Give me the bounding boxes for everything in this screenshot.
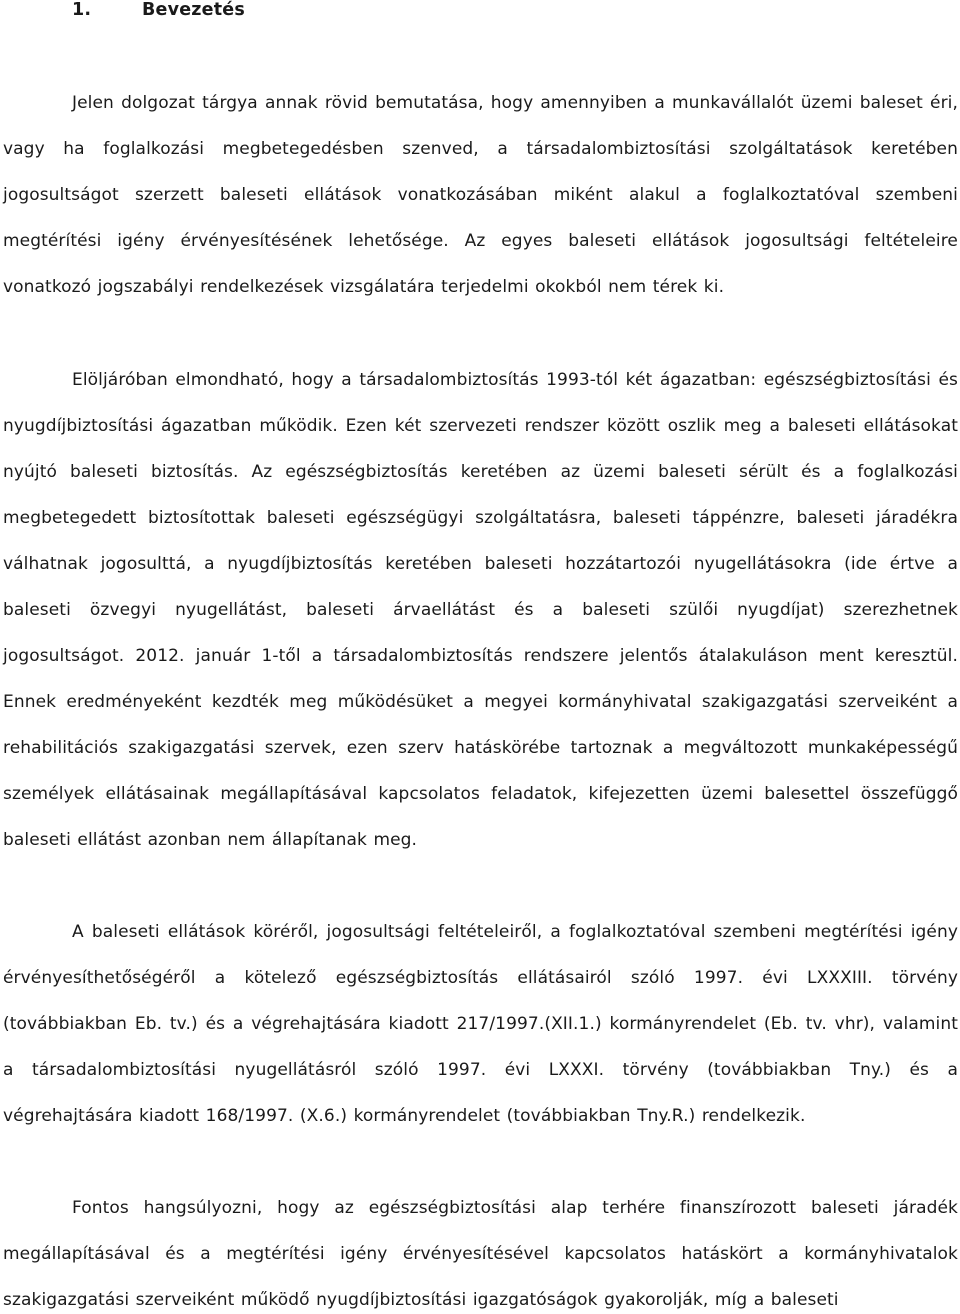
section-number: 1. <box>72 0 92 20</box>
paragraph-insurance-branches: Elöljáróban elmondható, hogy a társadalombiztosítás 1993-tól két ágazatban: egészségbiztosítási és nyugdíjbiztosítási ágazatban működik. Ezen két szervezeti rendszer között oszlik meg a baleseti ellátásokat nyújtó baleseti biztosítás. Az egészségbiztosítás keretében az üzemi baleseti sérült és a foglalkozási megbetegedett biztosítottak baleseti egészségügyi szolgáltatásra, baleseti táppénzre, baleseti járadékra válhatnak jogosulttá, a nyugdíjbiztosítás keretében baleseti hozzátartozói nyugellátásokra (ide értve a baleseti özvegyi nyugellátást, baleseti árvaellátást és a baleseti szülői nyugdíjat) szerezhetnek jogosultságot. 2012. január 1-től a társadalombiztosítás rendszere jelentős átalakuláson ment keresztül. Ennek eredményeként kezdték meg működésüket a megyei kormányhivatal szakigazgatási szerveiként a rehabilitációs szakigazgatási szervek, ezen szerv hatáskörébe tartoznak a megváltozott munkaképességű személyek ellátásainak megállapításával kapcsolatos feladatok, kifejezetten üzemi balesettel összefüggő baleseti ellátást azonban nem állapítanak meg. <box>3 370 958 850</box>
section-heading <box>72 0 245 24</box>
paragraph-competence: Fontos hangsúlyozni, hogy az egészségbiztosítási alap terhére finanszírozott baleseti járadék megállapításával és a megtérítési igény érvényesítésével kapcsolatos hatáskört a kormányhivatalok szakigazgatási szerveiként működő nyugdíjbiztosítási igazgatóságok gyakorolják, míg a baleseti <box>3 1198 958 1310</box>
paragraph-legal-sources: A baleseti ellátások köréről, jogosultsági feltételeiről, a foglalkoztatóval szembeni megtérítési igény érvényesíthetőségéről a kötelező egészségbiztosítás ellátásairól szóló 1997. évi LXXXIII. törvény (továbbiakban Eb. tv.) és a végrehajtására kiadott 217/1997.(XII.1.) kormányrendelet (Eb. tv. vhr), valamint a társadalombiztosítási nyugellátásról szóló 1997. évi LXXXI. törvény (továbbiakban Tny.) és a végrehajtására kiadott 168/1997. (X.6.) kormányrendelet (továbbiakban Tny.R.) rendelkezik. <box>3 922 958 1126</box>
paragraph-intro: Jelen dolgozat tárgya annak rövid bemutatása, hogy amennyiben a munkavállalót üzemi baleset éri, vagy ha foglalkozási megbetegedésben szenved, a társadalombiztosítási szolgáltatások keretében jogosultságot szerzett baleseti ellátások vonatkozásában miként alakul a foglalkoztatóval szembeni megtérítési igény érvényesítésének lehetősége. Az egyes baleseti ellátások jogosultsági feltételeire vonatkozó jogszabályi rendelkezések vizsgálatára terjedelmi okokból nem térek ki. <box>3 93 958 297</box>
section-title: Bevezetés <box>142 0 245 20</box>
